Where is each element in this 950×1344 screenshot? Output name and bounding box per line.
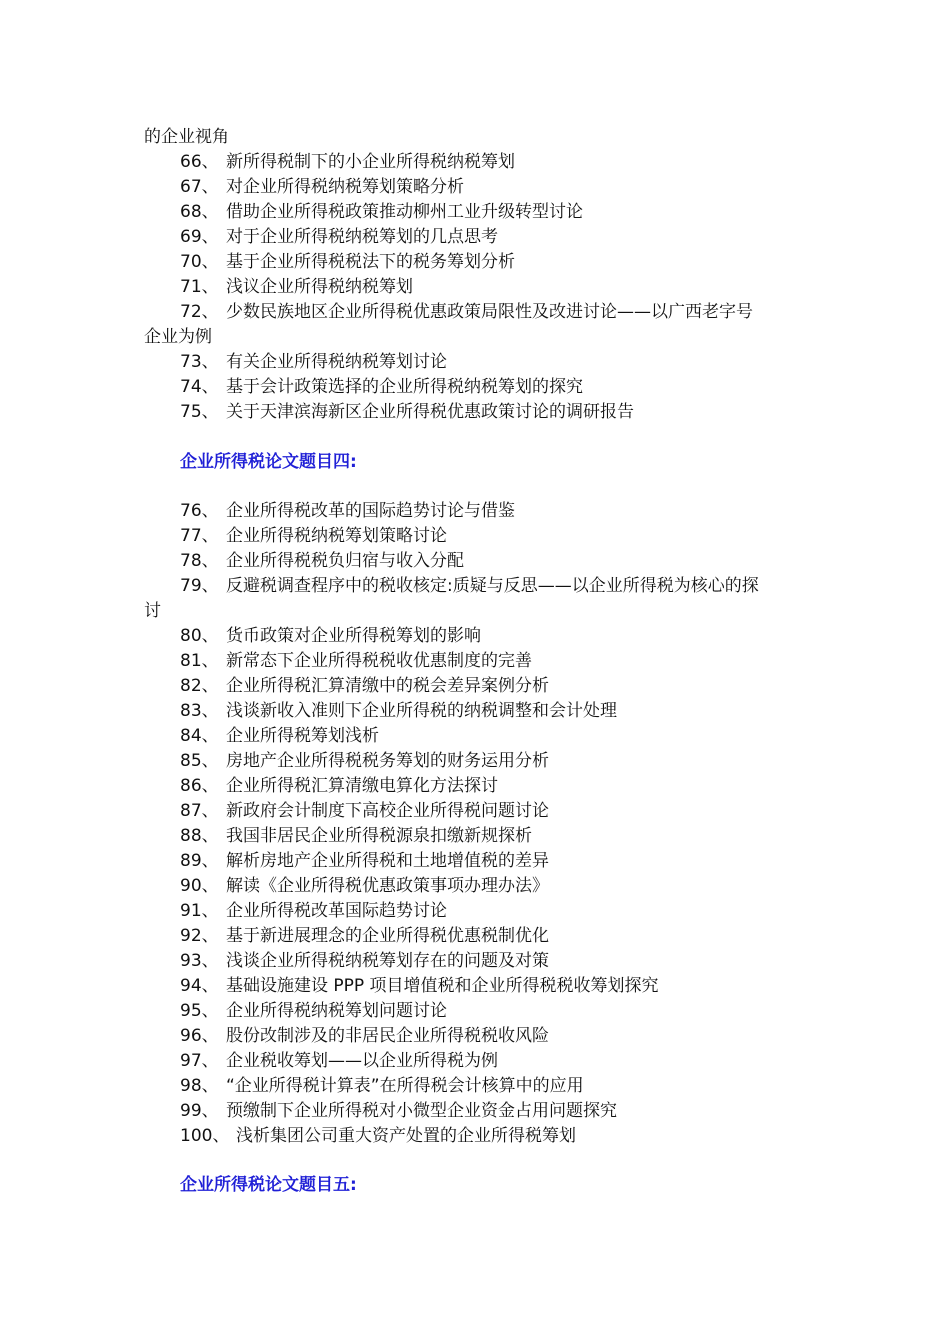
item-number: 76、 xyxy=(180,501,219,521)
item-number: 86、 xyxy=(180,776,219,796)
list-item xyxy=(180,200,583,225)
item-title: 企业所得税纳税筹划策略讨论 xyxy=(226,526,447,546)
list-item xyxy=(180,824,532,849)
item-title: 股份改制涉及的非居民企业所得税税收风险 xyxy=(226,1026,549,1046)
item-number: 82、 xyxy=(180,676,219,696)
item-number: 67、 xyxy=(180,177,219,197)
continuation-line: 的企业视角 xyxy=(144,127,229,147)
item-number: 78、 xyxy=(180,551,219,571)
item-number: 85、 xyxy=(180,751,219,771)
list-item xyxy=(180,549,464,574)
item-number: 91、 xyxy=(180,901,219,921)
item-number: 88、 xyxy=(180,826,219,846)
list-item xyxy=(180,924,549,949)
item-title: 基于企业所得税税法下的税务筹划分析 xyxy=(226,252,515,272)
item-title: 企业所得税税负归宿与收入分配 xyxy=(226,551,464,571)
list-item xyxy=(180,999,447,1024)
list-item xyxy=(180,400,634,425)
item-number: 74、 xyxy=(180,377,219,397)
item-title: 浅谈企业所得税纳税筹划存在的问题及对策 xyxy=(226,951,549,971)
item-number: 69、 xyxy=(180,227,219,247)
item-number: 79、 xyxy=(180,576,219,596)
list-item xyxy=(180,350,447,375)
item-title: 企业所得税纳税筹划问题讨论 xyxy=(226,1001,447,1021)
list-item xyxy=(180,1049,498,1074)
section-heading: 企业所得税论文题目五: xyxy=(180,1175,357,1195)
item-number: 92、 xyxy=(180,926,219,946)
item-number: 99、 xyxy=(180,1101,219,1121)
item-number: 68、 xyxy=(180,202,219,222)
item-number: 70、 xyxy=(180,252,219,272)
item-title: 我国非居民企业所得税源泉扣缴新规探析 xyxy=(226,826,532,846)
item-title: 新所得税制下的小企业所得税纳税筹划 xyxy=(226,152,515,172)
list-item xyxy=(180,1074,584,1099)
item-title: 新政府会计制度下高校企业所得税问题讨论 xyxy=(226,801,549,821)
item-number: 66、 xyxy=(180,152,219,172)
item-number: 71、 xyxy=(180,277,219,297)
item-number: 77、 xyxy=(180,526,219,546)
list-item xyxy=(180,749,549,774)
list-item xyxy=(180,674,549,699)
item-title: 对于企业所得税纳税筹划的几点思考 xyxy=(226,227,498,247)
item-title: 新常态下企业所得税税收优惠制度的完善 xyxy=(226,651,532,671)
list-item xyxy=(180,300,753,325)
item-number: 75、 xyxy=(180,402,219,422)
item-number: 72、 xyxy=(180,302,219,322)
item-title: 基础设施建设 PPP 项目增值税和企业所得税税收筹划探究 xyxy=(226,976,659,996)
list-item xyxy=(180,175,464,200)
item-title: 借助企业所得税政策推动柳州工业升级转型讨论 xyxy=(226,202,583,222)
item-title: 企业所得税改革国际趋势讨论 xyxy=(226,901,447,921)
list-item xyxy=(180,899,447,924)
item-title: 企业所得税汇算清缴中的税会差异案例分析 xyxy=(226,676,549,696)
list-item xyxy=(180,974,659,999)
item-number: 100、 xyxy=(180,1126,230,1146)
list-item xyxy=(180,949,549,974)
list-item xyxy=(180,375,583,400)
item-number: 90、 xyxy=(180,876,219,896)
list-item xyxy=(180,1099,617,1124)
list-item xyxy=(180,574,759,599)
list-item xyxy=(180,1024,549,1049)
item-number: 89、 xyxy=(180,851,219,871)
item-title: 少数民族地区企业所得税优惠政策局限性及改进讨论——以广西老字号 xyxy=(226,302,753,322)
list-item xyxy=(180,275,413,300)
item-title: 基于会计政策选择的企业所得税纳税筹划的探究 xyxy=(226,377,583,397)
list-item xyxy=(180,774,498,799)
item-number: 83、 xyxy=(180,701,219,721)
list-item xyxy=(180,499,515,524)
section-heading: 企业所得税论文题目四: xyxy=(180,452,357,472)
item-title: 有关企业所得税纳税筹划讨论 xyxy=(226,352,447,372)
item-title: 浅议企业所得税纳税筹划 xyxy=(226,277,413,297)
list-item xyxy=(180,649,532,674)
item-number: 73、 xyxy=(180,352,219,372)
list-item xyxy=(180,799,549,824)
list-item xyxy=(180,225,498,250)
item-title: 企业税收筹划——以企业所得税为例 xyxy=(226,1051,498,1071)
item-title: 房地产企业所得税税务筹划的财务运用分析 xyxy=(226,751,549,771)
list-item xyxy=(180,724,379,749)
item-number: 84、 xyxy=(180,726,219,746)
item-title: 关于天津滨海新区企业所得税优惠政策讨论的调研报告 xyxy=(226,402,634,422)
item-number: 95、 xyxy=(180,1001,219,1021)
list-item xyxy=(180,524,447,549)
item-number: 94、 xyxy=(180,976,219,996)
list-item xyxy=(180,150,515,175)
list-item xyxy=(180,1124,576,1149)
item-title: 反避税调查程序中的税收核定:质疑与反思——以企业所得税为核心的探 xyxy=(226,576,759,596)
item-title: 对企业所得税纳税筹划策略分析 xyxy=(226,177,464,197)
list-item xyxy=(180,250,515,275)
item-number: 93、 xyxy=(180,951,219,971)
item-title: 企业所得税筹划浅析 xyxy=(226,726,379,746)
item-number: 98、 xyxy=(180,1076,219,1096)
list-item xyxy=(180,624,481,649)
list-item xyxy=(180,849,549,874)
item-number: 81、 xyxy=(180,651,219,671)
item-title: 企业所得税汇算清缴电算化方法探讨 xyxy=(226,776,498,796)
item-number: 96、 xyxy=(180,1026,219,1046)
item-number: 97、 xyxy=(180,1051,219,1071)
item-title: 企业所得税改革的国际趋势讨论与借鉴 xyxy=(226,501,515,521)
continuation-line: 讨 xyxy=(144,601,161,621)
item-number: 87、 xyxy=(180,801,219,821)
item-title: 货币政策对企业所得税筹划的影响 xyxy=(226,626,481,646)
item-title: “企业所得税计算表”在所得税会计核算中的应用 xyxy=(226,1076,584,1096)
item-title: 解读《企业所得税优惠政策事项办理办法》 xyxy=(226,876,549,896)
item-title: 浅谈新收入准则下企业所得税的纳税调整和会计处理 xyxy=(226,701,617,721)
item-title: 基于新进展理念的企业所得税优惠税制优化 xyxy=(226,926,549,946)
item-number: 80、 xyxy=(180,626,219,646)
item-title: 预缴制下企业所得税对小微型企业资金占用问题探究 xyxy=(226,1101,617,1121)
item-title: 解析房地产企业所得税和土地增值税的差异 xyxy=(226,851,549,871)
list-item xyxy=(180,699,617,724)
list-item xyxy=(180,874,549,899)
continuation-line: 企业为例 xyxy=(144,327,212,347)
item-title: 浅析集团公司重大资产处置的企业所得税筹划 xyxy=(236,1126,576,1146)
